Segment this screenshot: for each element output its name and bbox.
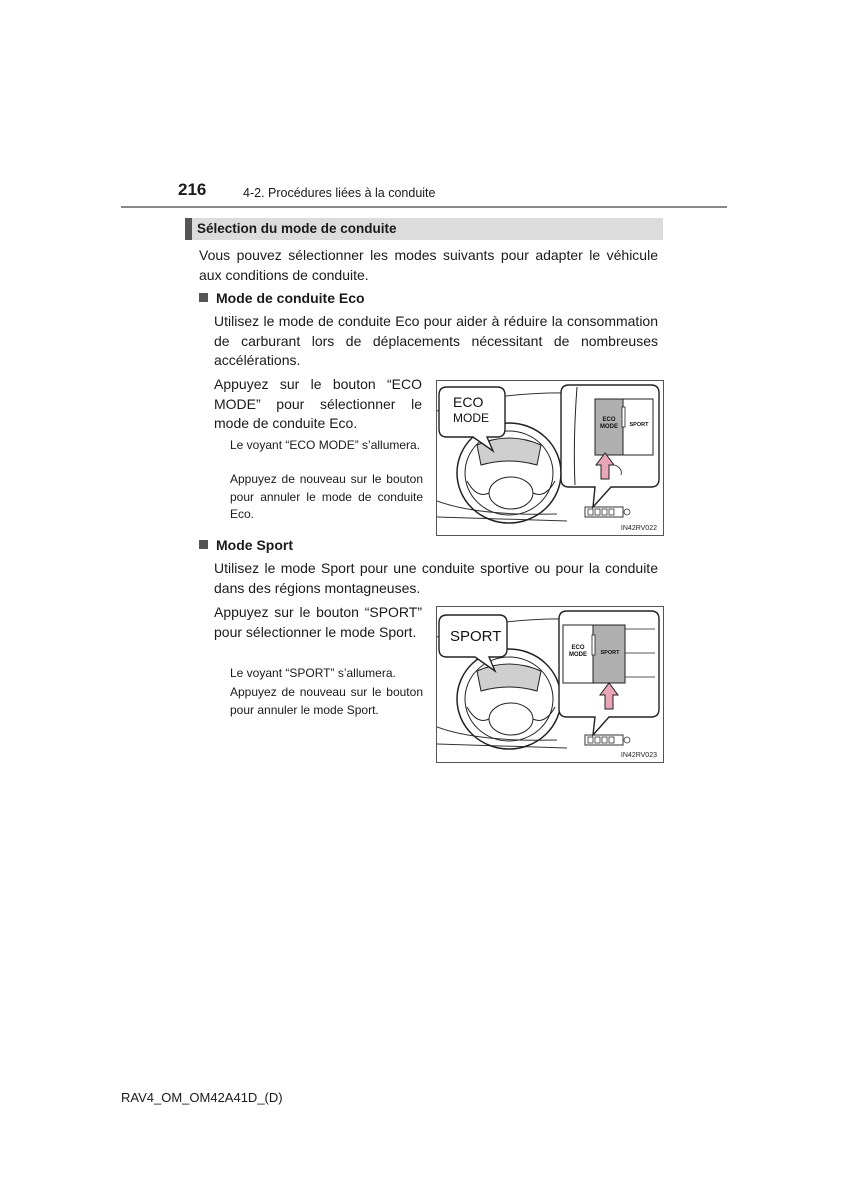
sport-mode-figure [436, 606, 664, 763]
intro-paragraph: Vous pouvez sélectionner les modes suivants pour adapter le véhicule aux conditions de conduite. [199, 247, 658, 283]
figure-code: IN42RV022 [620, 525, 657, 532]
eco-button-line2: MODE [600, 424, 618, 430]
bullet-square-icon [199, 293, 208, 302]
eco-heading-text: Mode de conduite Eco [216, 290, 365, 306]
eco-callout-label-line1: ECO [453, 394, 484, 410]
footer-code: RAV4_OM_OM42A41D_(D) [121, 1090, 283, 1105]
bullet-square-icon [199, 540, 208, 549]
sport-callout-label: SPORT [450, 628, 502, 645]
eco-callout-label-line2: MODE [453, 411, 489, 425]
header-rule [121, 206, 727, 208]
sport-note-indicator: Le voyant “SPORT” s’allumera. [230, 666, 396, 680]
sport-heading-text: Mode Sport [216, 537, 293, 553]
sport-instruction: Appuyez sur le bouton “SPORT” pour sélectionner le mode Sport. [214, 604, 422, 640]
sport-description: Utilisez le mode Sport pour une conduite sportive ou pour la conduite dans des régions montagneuses. [214, 560, 658, 596]
sport-button-label: SPORT [600, 650, 620, 656]
eco-instruction: Appuyez sur le bouton “ECO MODE” pour sélectionner le mode de conduite Eco. [214, 376, 422, 431]
eco-mode-figure [436, 380, 664, 536]
title-accent [185, 218, 192, 240]
eco-note-indicator: Le voyant “ECO MODE” s’allumera. [230, 438, 421, 452]
page-number: 216 [178, 180, 207, 199]
eco-heading [199, 289, 365, 308]
section-title: Sélection du mode de conduite [197, 221, 397, 236]
eco-mode-button-label [595, 417, 623, 431]
figure-code: IN42RV023 [620, 752, 657, 759]
section-header: 4-2. Procédures liées à la conduite [243, 186, 436, 200]
section-title-bar [185, 218, 663, 240]
sport-button-label: SPORT [629, 422, 649, 428]
eco-button-line1: ECO [602, 417, 616, 423]
eco-button-line2: MODE [569, 652, 587, 658]
sport-note-cancel: Appuyez de nouveau sur le bouton pour annuler le mode Sport. [230, 685, 423, 717]
eco-description: Utilisez le mode de conduite Eco pour aider à réduire la consommation de carburant lors de déplacements nécessitant de nombreuses accélérations. [214, 313, 658, 368]
sport-heading [199, 536, 293, 555]
eco-button-line1: ECO [571, 645, 585, 651]
eco-mode-button-label [563, 645, 593, 659]
eco-note-cancel: Appuyez de nouveau sur le bouton pour annuler le mode de conduite Eco. [230, 472, 423, 521]
